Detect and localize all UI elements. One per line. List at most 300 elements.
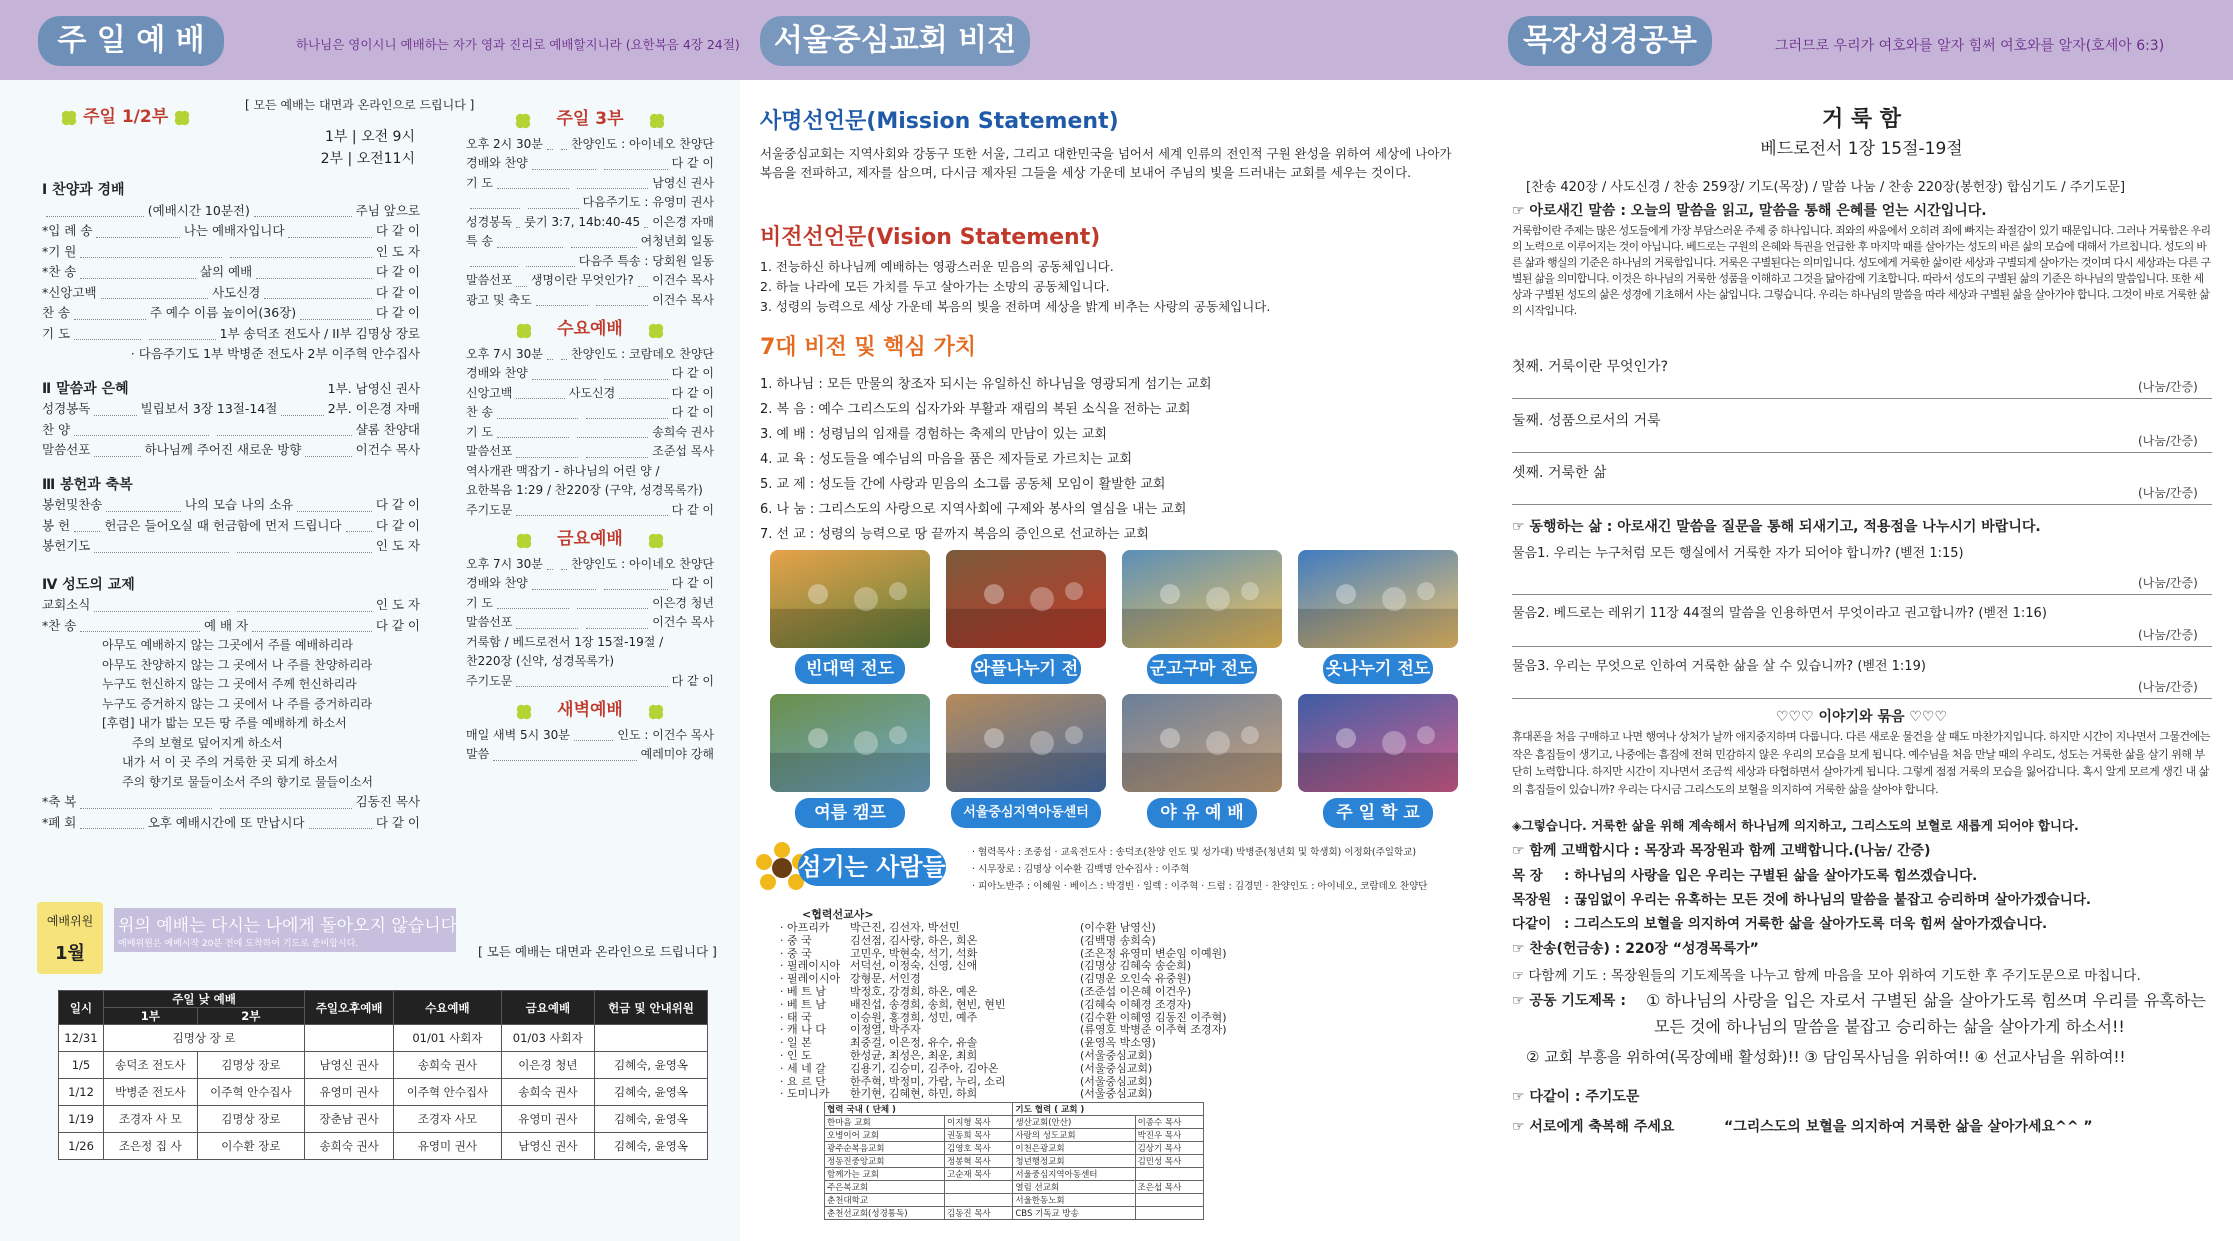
row-label: 교회소식 xyxy=(42,597,91,612)
missionary-row xyxy=(780,1088,1240,1101)
order-row xyxy=(42,616,420,637)
coop-cell: 춘천대학교 xyxy=(825,1194,945,1207)
dotted-leader xyxy=(604,574,668,590)
roster-cell: 01/03 사회자 xyxy=(501,1025,594,1052)
roster-cell: 송덕조 전도사 xyxy=(104,1052,198,1079)
dotted-leader xyxy=(309,813,372,830)
section-1-title: Ⅰ 찬양과 경배 xyxy=(42,182,125,198)
clover-icon xyxy=(514,112,532,130)
right-section xyxy=(1490,80,2233,1241)
row-person: 1부 송덕조 전도사 / II부 김명상 장로 xyxy=(219,325,421,341)
committee-month: 1월 xyxy=(55,943,85,964)
row-item: 나는 예배자입니다 xyxy=(183,223,285,238)
roster-cell: 김명상 장로 xyxy=(197,1106,304,1133)
dotted-leader xyxy=(604,364,668,380)
row-label: 찬 양 xyxy=(42,421,71,437)
row-person: 이은경 청년 xyxy=(652,595,714,610)
dotted-leader xyxy=(281,399,323,416)
row-label: 말씀 xyxy=(466,747,490,761)
row-item: (예배시간 10분전) xyxy=(147,202,250,218)
order-row xyxy=(466,726,714,746)
row-person: 다 같 이 xyxy=(671,673,714,688)
activity-photo xyxy=(1122,550,1282,648)
roster-head-1bu: 1부 xyxy=(104,1008,198,1025)
row-label: 경배와 찬양 xyxy=(466,576,528,590)
row-person: 인 도 자 xyxy=(375,597,420,612)
roster-cell: 1/19 xyxy=(59,1106,104,1133)
missionary-country: · 세 네 갈 xyxy=(780,1061,826,1075)
dotted-leader xyxy=(561,135,567,151)
row-person: 이건수 목사 xyxy=(355,442,420,457)
photo-label: 옷나누기 전도 xyxy=(1323,654,1433,684)
photo-label: 와플나누기 전 xyxy=(971,654,1081,684)
missionary-names: 배진섭, 송경희, 송희, 현빈, 현빈 xyxy=(850,997,1006,1011)
row-person: 다 같 이 xyxy=(375,617,420,633)
order-row xyxy=(42,440,420,461)
dotted-leader xyxy=(74,324,141,341)
row-person: 샬롬 찬양대 xyxy=(355,421,421,437)
dotted-leader xyxy=(547,345,553,361)
vision-list xyxy=(760,257,1460,317)
right-verse: 그러므로 우리가 여호와를 알자 힘써 여호와를 알자(호세아 6:3) xyxy=(1775,38,2165,54)
order-row xyxy=(42,303,420,324)
apply-label: ☞ 동행하는 삶 : 아로새긴 말씀을 질문을 통해 되새기고, 적용점을 나누시기 바랍니다. xyxy=(1512,519,2041,535)
staff-line: · 시무장로 : 김명상 이수환 김백명 안수집사 : 이주혁 xyxy=(972,864,1190,875)
coop-cell: 김상기 목사 xyxy=(1135,1142,1203,1155)
apply-q3: 물음3. 우리는 무엇으로 인하여 거룩한 삶을 살 수 있습니까? (벧전 1:19) xyxy=(1512,659,1926,674)
activity-photo xyxy=(1122,694,1282,792)
roster-cell: 유영미 권사 xyxy=(394,1133,501,1160)
coop-head: 기도 협력 ( 교회 ) xyxy=(1013,1103,1204,1116)
time-1: 1부 | 오전 9시 xyxy=(325,129,415,145)
order-row xyxy=(42,516,420,537)
section-4-title: Ⅳ 성도의 교제 xyxy=(42,576,135,593)
row-person: 다 같 이 xyxy=(671,366,714,380)
story-title: ♡♡♡ 이야기와 묶음 ♡♡♡ xyxy=(1775,709,1948,725)
missionary-country: · 도미니카 xyxy=(780,1087,830,1101)
confess-text: : 끊임없이 우리는 유혹하는 모든 것에 하나님의 말씀을 붙잡고 승리하며 살아가겠습니다. xyxy=(1564,892,2092,908)
dotted-leader xyxy=(297,495,371,512)
row-label: 봉헌및찬송 xyxy=(42,497,103,512)
vision-item: 3. 성령의 능력으로 세상 가운데 복음의 빛을 전하며 세상을 밝게 비추는 사랑의 공동체입니다. xyxy=(760,299,1271,314)
row-label: 기 도 xyxy=(466,595,493,610)
dotted-leader xyxy=(526,252,574,268)
dotted-leader xyxy=(80,792,212,809)
dotted-leader xyxy=(497,232,563,248)
roster-row xyxy=(59,1133,708,1160)
left-section xyxy=(0,80,740,1241)
coop-cell: 이지형 목사 xyxy=(944,1116,1012,1129)
dotted-leader xyxy=(536,291,588,307)
dotted-leader xyxy=(561,555,567,571)
order-row xyxy=(42,813,420,834)
order-row xyxy=(42,242,420,263)
missionary-sponsors: (서울중심교회) xyxy=(1080,1087,1153,1101)
dotted-leader xyxy=(149,324,216,341)
roster-cell: 김혜숙, 윤영옥 xyxy=(595,1106,708,1133)
prayer-b1: ① 하나님의 사랑을 입은 자로서 구별된 삶을 살아가도록 힘쓰며 우리를 유혹하는 xyxy=(1646,991,2206,1010)
row-person: 다음주 특송 : 당회원 일동 xyxy=(578,253,715,268)
missionary-names: 김용기, 김승미, 김주아, 김아온 xyxy=(850,1061,999,1075)
clover-icon xyxy=(173,109,191,127)
lyric-line: 주의 향기로 물들이소서 주의 향기로 물들이소서 xyxy=(122,774,373,789)
row-label: 봉 헌 xyxy=(42,517,71,533)
dotted-leader xyxy=(470,193,520,209)
study-title: 거 룩 함 xyxy=(1821,107,1902,132)
row-person: 송희숙 권사 xyxy=(652,424,714,439)
dotted-leader xyxy=(516,384,564,400)
roster-cell: 김명상 장 로 xyxy=(104,1025,305,1052)
order-row xyxy=(42,595,420,616)
dotted-leader xyxy=(256,262,372,279)
row-label: 말씀선포 xyxy=(466,444,513,458)
row-label: 광고 및 축도 xyxy=(466,292,532,307)
order-row xyxy=(466,501,714,521)
divider xyxy=(1512,698,2212,699)
dotted-leader xyxy=(80,262,196,279)
row-label: 말씀선포 xyxy=(42,442,91,457)
coop-cell: 권동희 목사 xyxy=(944,1129,1012,1142)
confess-role: 목장원 xyxy=(1512,892,1552,908)
row-label: 오후 7시 30분 xyxy=(466,346,543,361)
dotted-leader xyxy=(586,613,648,629)
missionary-row xyxy=(780,1024,1240,1037)
order-row xyxy=(466,154,714,174)
vision-item: 2. 하늘 나라에 모든 가치를 두고 살아가는 소망의 공동체입니다. xyxy=(760,279,1110,294)
dotted-leader xyxy=(516,271,526,287)
confess-list xyxy=(1512,864,2212,936)
photo-scene xyxy=(770,694,930,792)
roster-cell: 조경자 사모 xyxy=(394,1106,501,1133)
core-value-item: 7. 선 교 : 성령의 능력으로 땅 끝까지 복음의 증인으로 선교하는 교회 xyxy=(760,527,1149,542)
sunday-3-title-header xyxy=(466,110,714,131)
dotted-leader xyxy=(516,672,667,688)
coop-cell: 오병이어 교회 xyxy=(825,1129,945,1142)
missionary-sponsors: (서울중심교회) xyxy=(1080,1061,1153,1075)
dotted-leader xyxy=(346,516,372,533)
coop-cell: 김영호 목사 xyxy=(944,1142,1012,1155)
missionary-sponsors: (김백명 송희숙) xyxy=(1080,933,1156,947)
roster-cell: 1/5 xyxy=(59,1052,104,1079)
dotted-leader xyxy=(94,440,140,457)
divider xyxy=(1512,398,2212,399)
dotted-leader xyxy=(528,193,578,209)
missionary-names: 한기현, 김혜현, 하민, 하희 xyxy=(850,1087,978,1101)
order-row xyxy=(466,442,714,462)
dotted-leader xyxy=(264,283,371,300)
missionary-sponsors: (서울중심교회) xyxy=(1080,1074,1153,1088)
coop-row xyxy=(825,1207,1204,1220)
coop-cell xyxy=(944,1194,1012,1207)
clover-icon xyxy=(515,532,533,550)
photo-scene xyxy=(1298,550,1458,648)
row-label: *기 원 xyxy=(42,243,77,259)
dotted-leader xyxy=(547,555,553,571)
coop-cell: 주은복교회 xyxy=(825,1181,945,1194)
roster-cell xyxy=(305,1025,394,1052)
mission-text: 서울중심교회는 지역사회와 강동구 또한 서울, 그리고 대한민국을 넘어서 세계 인류의 전인적 구원 완성을 위하여 세상에 나아가 복음을 전파하고, 제자를 삼으며, 다시금 제자된 그들을 세상 가운데 보내어 주님의 빛을 드러내는 교회를 세우는 것이다. xyxy=(760,146,1452,180)
committee-label: 예배위원 xyxy=(46,914,94,928)
missionary-sponsors: (조준섭 이은혜 이건우) xyxy=(1080,984,1192,998)
row-label: 신앙고백 xyxy=(466,385,513,400)
row-person: 주님 앞으로 xyxy=(355,202,421,218)
missionary-sponsors: (김혜숙 이혜경 조경자) xyxy=(1080,997,1192,1011)
study-subtitle: 베드로전서 1장 15절-19절 xyxy=(1760,139,1963,159)
photo-label: 주 일 학 교 xyxy=(1323,798,1433,828)
photo-scene xyxy=(1122,694,1282,792)
prayer-a: ☞ 다함께 기도 : 목장원들의 기도제목을 나누고 함께 마음을 모아 위하여 기도한 후 주기도문으로 마칩니다. xyxy=(1512,968,2141,984)
row-label: 오후 2시 30분 xyxy=(466,136,543,151)
clover-icon xyxy=(647,322,665,340)
order-row xyxy=(42,420,420,441)
dotted-leader xyxy=(497,423,569,439)
row-label: 매일 새벽 5시 30분 xyxy=(466,727,570,742)
roster-cell: 조은정 집 사 xyxy=(104,1133,198,1160)
order-row xyxy=(466,594,714,614)
dotted-leader xyxy=(586,403,667,419)
coop-cell: 춘천선교회(성경통독) xyxy=(825,1207,945,1220)
middle-tab: 서울중심교회 비전 xyxy=(760,16,1030,66)
left-tab: 주 일 예 배 xyxy=(38,16,224,66)
seven-list xyxy=(760,372,1460,547)
dotted-leader xyxy=(638,271,648,287)
row-label: 특 송 xyxy=(466,234,493,248)
lyric-line: 누구도 헌신하지 않는 그 곳에서 주께 헌신하리라 xyxy=(102,677,357,691)
prayer-b2: 모든 것에 하나님의 말씀을 붙잡고 승리하는 삶을 살아가게 하소서!! xyxy=(1654,1017,2125,1036)
row-item: 사도신경 xyxy=(212,284,261,300)
roster-head-2bu: 2부 xyxy=(197,1008,304,1025)
dotted-leader xyxy=(516,442,578,458)
dotted-leader xyxy=(74,420,209,437)
photo-scene xyxy=(1122,550,1282,648)
missionary-row xyxy=(780,986,1240,999)
confess-text: : 그리스도의 보혈을 의지하여 거룩한 삶을 살아가도록 더욱 힘써 살아가겠습니다. xyxy=(1564,916,2048,932)
row-person: 이건수 목사 xyxy=(652,273,715,287)
row-label: 주기도문 xyxy=(466,673,513,688)
sunday-header xyxy=(60,102,191,127)
row-label: 봉헌기도 xyxy=(42,538,91,553)
mission-title: 사명선언문(Mission Statement) xyxy=(760,109,1119,134)
staff-list xyxy=(972,844,1472,895)
row-label: 주기도문 xyxy=(466,502,513,517)
row-item: 삶의 예배 xyxy=(199,264,253,279)
roster-cell: 조경자 사 모 xyxy=(104,1106,198,1133)
row-label: 말씀선포 xyxy=(466,273,513,287)
divider xyxy=(1512,504,2212,505)
row-person: 조준섭 목사 xyxy=(652,444,714,458)
activity-photo xyxy=(1298,550,1458,648)
coop-cell: 함께가는 교회 xyxy=(825,1168,945,1181)
dotted-leader xyxy=(619,384,667,400)
order-row xyxy=(466,672,714,692)
row-label: 말씀선포 xyxy=(466,615,513,629)
order-row xyxy=(466,232,714,252)
order-row xyxy=(42,262,420,283)
missionary-names: 박근진, 김선자, 박선민 xyxy=(850,921,960,934)
missionary-sponsors: (이수환 남영신) xyxy=(1080,921,1156,934)
row-person: 다 같 이 xyxy=(671,385,714,400)
nanum-3: (나눔/간증) xyxy=(2138,486,2198,500)
roster-row xyxy=(59,1025,708,1052)
row-person: 찬양인도 : 코람데오 찬양단 xyxy=(571,346,714,361)
dotted-leader xyxy=(288,221,371,238)
row-item: 룻기 3:7, 14b:40-45 xyxy=(524,214,641,229)
dotted-leader xyxy=(94,595,229,612)
roster-cell: 송희숙 권사 xyxy=(305,1133,394,1160)
roster-cell: 송희숙 권사 xyxy=(501,1079,594,1106)
coop-row xyxy=(825,1194,1204,1207)
photo-label: 여름 캠프 xyxy=(795,798,905,828)
row-item: 주 예수 이름 높이어(36장) xyxy=(149,305,297,320)
lyric-line: [후렴] 내가 밟는 모든 땅 주를 예배하게 하소서 xyxy=(102,716,347,730)
clover-icon xyxy=(647,703,665,721)
order-row xyxy=(42,495,420,516)
committee-badge xyxy=(37,902,103,974)
missionary-sponsors: (윤영옥 박소영) xyxy=(1080,1036,1156,1050)
order-column-2 xyxy=(466,100,714,765)
row-label: 기 도 xyxy=(42,325,71,341)
worship-notice: [ 모든 예배는 대면과 온라인으로 드립니다 ] xyxy=(245,98,475,112)
servants-title: 섬기는 사람들 xyxy=(798,848,946,886)
clover-icon xyxy=(60,109,78,127)
row-person: 여청년회 일동 xyxy=(640,234,714,248)
vision-item: 1. 전능하신 하나님께 예배하는 영광스러운 믿음의 공동체입니다. xyxy=(760,259,1114,274)
dotted-leader xyxy=(547,135,553,151)
dotted-leader xyxy=(586,442,648,458)
dotted-leader xyxy=(532,154,596,170)
photo-label: 야 유 예 배 xyxy=(1147,798,1257,828)
missionary-country: · 캐 나 다 xyxy=(780,1023,826,1037)
roster-cell: 이은경 청년 xyxy=(501,1052,594,1079)
dawn-title-header xyxy=(466,701,714,722)
missionary-country: · 태 국 xyxy=(780,1010,812,1024)
dotted-leader xyxy=(94,536,229,553)
row-person: 찬양인도 : 아이네오 찬양단 xyxy=(571,136,714,151)
left-verse: 하나님은 영이시니 예배하는 자가 영과 진리로 예배할지니라 (요한복음 4장 24절) xyxy=(296,37,740,52)
dotted-leader xyxy=(46,201,144,218)
committee-notice: [ 모든 예배는 대면과 온라인으로 드립니다 ] xyxy=(478,944,717,959)
dotted-leader xyxy=(237,536,372,553)
row-person: 찬양인도 : 아이네오 찬양단 xyxy=(571,556,714,571)
confess-role: 다같이 xyxy=(1512,916,1552,932)
roster-cell xyxy=(595,1025,708,1052)
order-row xyxy=(466,384,714,404)
missionary-names: 한주혁, 박정미, 가람, 누리, 소리 xyxy=(850,1074,1006,1088)
row-label: *축 복 xyxy=(42,794,77,809)
coop-cell: 청년행정교회 xyxy=(1013,1155,1135,1168)
row-label: 성경봉독 xyxy=(466,214,513,229)
confess-role: 목 장 xyxy=(1512,868,1543,884)
service-times xyxy=(305,126,415,170)
order-row xyxy=(466,364,714,384)
missionaries-title: <협력선교사> xyxy=(802,908,874,921)
sec2-extra: 1부. 남영신 권사 xyxy=(327,380,420,396)
missionary-row xyxy=(780,999,1240,1012)
coop-cell: CBS 기독교 방송 xyxy=(1013,1207,1135,1220)
missionary-country: · 아프리카 xyxy=(780,921,830,934)
cooperation-table xyxy=(824,1102,1204,1220)
photo-scene xyxy=(946,550,1106,648)
coop-cell: 정동진중앙교회 xyxy=(825,1155,945,1168)
question-3: 셋째. 거룩한 삶 xyxy=(1512,465,1607,481)
row-person: 이은경 자매 xyxy=(652,214,714,229)
row-item: 빌립보서 3장 13절-14절 xyxy=(140,401,278,416)
clover-icon xyxy=(515,703,533,721)
right-tab: 목장성경공부 xyxy=(1508,16,1712,66)
row-item: 오후 예배시간에 또 만납시다 xyxy=(147,814,305,830)
committee-banner: 위의 예배는 다시는 나에게 돌아오지 않습니다. xyxy=(118,916,463,936)
missionary-sponsors: (김수환 이혜영 김동진 이주혁) xyxy=(1080,1010,1227,1024)
aroe-text: 거룩함이란 주제는 많은 성도들에게 가장 부담스러운 주제 중 하나입니다. 죄와의 싸움에서 오히려 죄에 빠지는 좌절감이 있기 때문입니다. 그러나 거룩함은 우리의 노력으로 이루어지는 것이 아닙니다. 베드로는 구원의 은혜와 특권을 언급한 후 마지막 때를 살아가는 성도의 바른 삶의 모습에 대해서 가르칩니다. 성도의 바른 삶과 행실의 기준은 하나님의 거룩함입니다. 거룩은 구별된다는 의미입니다. 성도에게 거룩한 삶이란 세상과 구별되게 살아가는 것이며 다시 세상과는 다른 구별된 삶을 의미합니다. 이것은 하나님의 거룩한 성품을 이해하고 그것을 닮아감에 기초합니다. 따라서 성도의 구별된 삶의 기준은 하나님의 말씀입니다. 또한 세상과 구별된 성도의 삶은 성경에 기초해서 사는 삶입니다. 그렇습니다. 우리는 하나님의 말씀을 따라 세상과 구별된 삶을 살아가야 합니다. 그것이 바로 거룩한 삶의 시작입니다. xyxy=(1512,224,2211,317)
row-label: *입 례 송 xyxy=(42,223,93,238)
row-person: 다 같 이 xyxy=(375,264,420,279)
coop-row xyxy=(825,1181,1204,1194)
row-label: 찬 송 xyxy=(42,305,71,320)
order-row xyxy=(466,345,714,365)
dotted-leader xyxy=(300,303,372,320)
dotted-leader xyxy=(497,403,578,419)
coop-cell xyxy=(1135,1207,1203,1220)
dotted-leader xyxy=(220,792,352,809)
row-person: 다 같 이 xyxy=(671,502,714,517)
row-label: 찬 송 xyxy=(466,405,493,419)
confess-label: ☞ 함께 고백합시다 : 목장과 목장원과 함께 고백합니다.(나눔/ 간증) xyxy=(1512,843,1931,859)
order-row xyxy=(466,745,714,765)
missionary-country: · 베 트 남 xyxy=(780,997,826,1011)
roster-head-afternoon: 주일오후예배 xyxy=(305,991,394,1025)
row-person: 다 같 이 xyxy=(375,517,420,533)
roster-cell: 김명상 장로 xyxy=(197,1052,304,1079)
time-2: 2부 | 오전11시 xyxy=(320,151,415,167)
row-person: 다 같 이 xyxy=(671,156,714,170)
row-item: 나의 모습 나의 소유 xyxy=(184,497,294,512)
bless-label: ☞ 서로에게 축복해 주세요 xyxy=(1512,1119,1675,1135)
nanum-2: (나눔/간증) xyxy=(2138,434,2198,448)
sunday-12-title: 주일 1/2부 xyxy=(83,107,169,127)
bless-text: “그리스도의 보혈을 의지하여 거룩한 삶을 살아가세요^^ ” xyxy=(1724,1119,2093,1135)
row-person: 이건수 목사 xyxy=(652,292,714,307)
nanum-4: (나눔/간증) xyxy=(2138,576,2198,590)
coop-cell: 열림 선교회 xyxy=(1013,1181,1135,1194)
roster-cell: 이주혁 안수집사 xyxy=(197,1079,304,1106)
friday-title: 금요예배 xyxy=(557,529,623,549)
order-column-1 xyxy=(42,180,420,833)
middle-section xyxy=(740,80,1490,1241)
row-label: 오후 7시 30분 xyxy=(466,556,543,571)
roster-table xyxy=(58,990,708,1160)
confess-row xyxy=(1512,864,2212,888)
dotted-leader xyxy=(532,364,596,380)
dotted-leader xyxy=(497,174,569,190)
missionary-country: · 일 본 xyxy=(780,1036,812,1050)
missionary-row xyxy=(780,935,1240,948)
dotted-leader xyxy=(532,574,596,590)
coop-cell xyxy=(1135,1194,1203,1207)
photo-scene xyxy=(946,694,1106,792)
dotted-leader xyxy=(74,516,100,533)
coop-row xyxy=(825,1142,1204,1155)
lyric-line: 내가 서 이 곳 주의 거룩한 곳 되게 하소서 xyxy=(122,755,338,769)
missionary-sponsors: (조은정 유영미 변순임 이예원) xyxy=(1080,946,1227,960)
coop-row xyxy=(825,1155,1204,1168)
row-person: 인도 : 이건수 목사 xyxy=(617,727,714,742)
row-person: 다음주기도 : 유영미 권사 xyxy=(582,195,715,209)
coop-row xyxy=(825,1129,1204,1142)
roster-cell: 1/12 xyxy=(59,1079,104,1106)
missionary-sponsors: (김명상 김혜숙 송순희) xyxy=(1080,959,1192,973)
roster-cell: 남영신 권사 xyxy=(501,1133,594,1160)
missionary-names: 이승원, 홍경희, 성민, 예주 xyxy=(850,1010,978,1024)
